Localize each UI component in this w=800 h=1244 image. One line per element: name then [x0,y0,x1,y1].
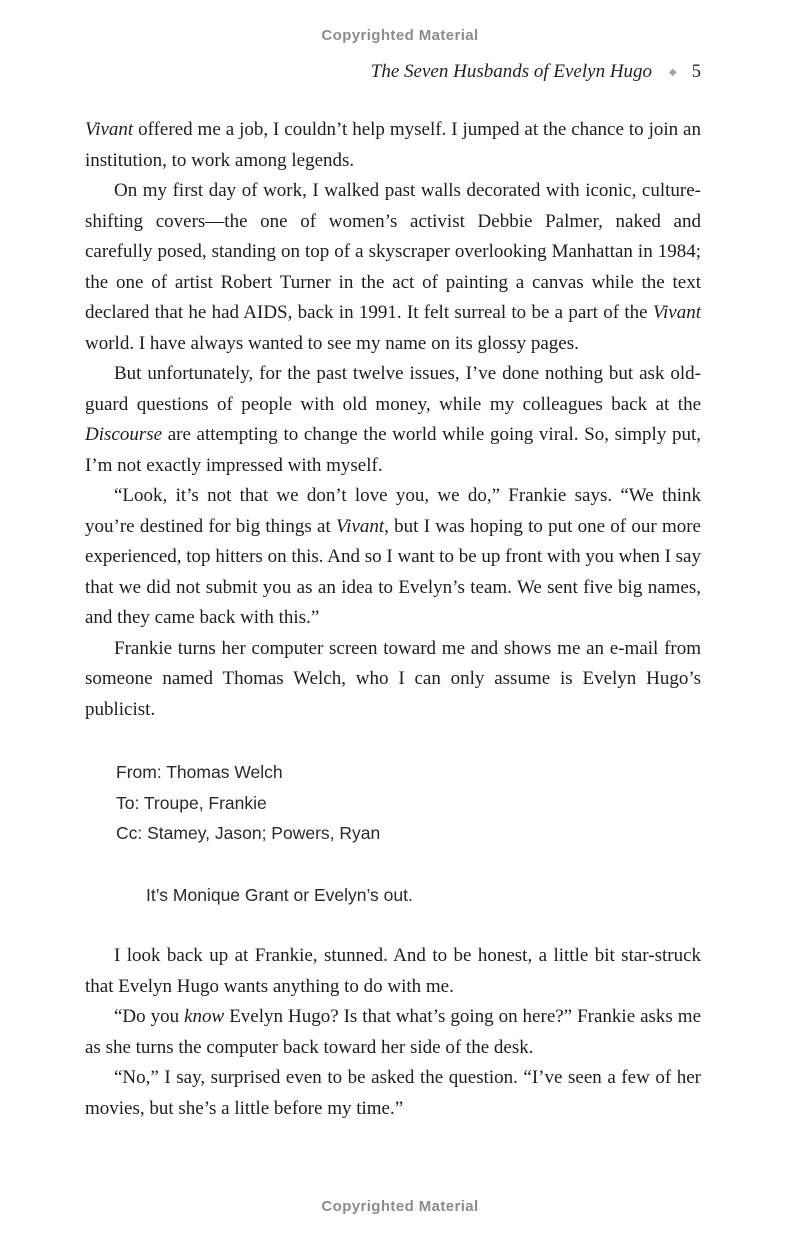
text-segment: On my first day of work, I walked past walls decorated with iconic, culture-shifting covers—the one of women’s activist Debbie Palmer, naked and carefully posed, standing on top of a skyscraper overlooking Manhattan in 1984; the one of artist Robert Turner in the act of painting a canvas while the text declared that he had AIDS, back in 1991. It felt surreal to be a part of the [85,180,701,323]
text-segment: I look back up at Frankie, stunned. And to be honest, a little bit star-struck that Evelyn Hugo wants anything to do with me. [85,945,701,997]
paragraph [85,1063,701,1124]
body-text [85,115,701,1124]
text-segment: world. I have always wanted to see my name on its glossy pages. [85,332,579,354]
email-message: It’s Monique Grant or Evelyn’s out. [146,884,413,905]
text-segment: , but I was hoping to put one of our more experienced, top hitters on this. And so I want to be up front with you when I say that we did not submit you as an idea to Evelyn’s team. We sent five big names, and they came back with this.” [85,515,701,628]
text-segment: “Do you [114,1006,185,1027]
content-column [85,60,701,1124]
text-segment: are attempting to change the world while going viral. So, simply put, I’m not exactly impressed with myself. [85,424,701,476]
copyright-notice-bottom: Copyrighted Material [321,1198,479,1215]
paragraph [85,941,701,1002]
text-segment: “Look, it’s not that we don’t love you, we do,” Frankie says. “We think you’re destined for big things at [85,485,701,537]
diamond-icon: ◆ [669,67,677,78]
paragraph [85,115,701,176]
email-header-block [116,757,701,849]
italic-text: Vivant [335,515,385,537]
email-header-line: From: Thomas Welch [116,762,283,782]
running-title: The Seven Husbands of Evelyn Hugo [370,61,653,82]
paragraph [85,1002,701,1063]
page-number: 5 [691,62,701,82]
text-segment: Frankie turns her computer screen toward me and shows me an e-mail from someone named Thomas Welch, who I can only assume is Evelyn Hugo’s publicist. [85,637,701,720]
text-segment: offered me a job, I couldn’t help myself. I jumped at the chance to join an institution, to work among legends. [85,119,701,171]
paragraph [85,176,701,359]
paragraph [85,481,701,634]
italic-text: Vivant [85,119,134,140]
text-segment: Evelyn Hugo? Is that what’s going on here?” Frankie asks me as she turns the computer back toward her side of the desk. [85,1006,702,1058]
email-header-line: To: Troupe, Frankie [116,792,267,813]
italic-text: know [184,1006,225,1027]
text-segment: “No,” I say, surprised even to be asked the question. “I’ve seen a few of her movies, but she’s a little before my time.” [85,1067,701,1119]
italic-text: Vivant [652,302,701,323]
paragraph [85,359,701,481]
copyright-notice-top: Copyrighted Material [321,27,479,44]
italic-text: Discourse [85,424,163,445]
running-header [85,60,701,87]
email-header-line: Cc: Stamey, Jason; Powers, Ryan [116,823,381,843]
paragraph [85,634,701,726]
text-segment: But unfortunately, for the past twelve issues, I’ve done nothing but ask old-guard questions of people with old money, while my colleagues back at the [85,363,701,415]
